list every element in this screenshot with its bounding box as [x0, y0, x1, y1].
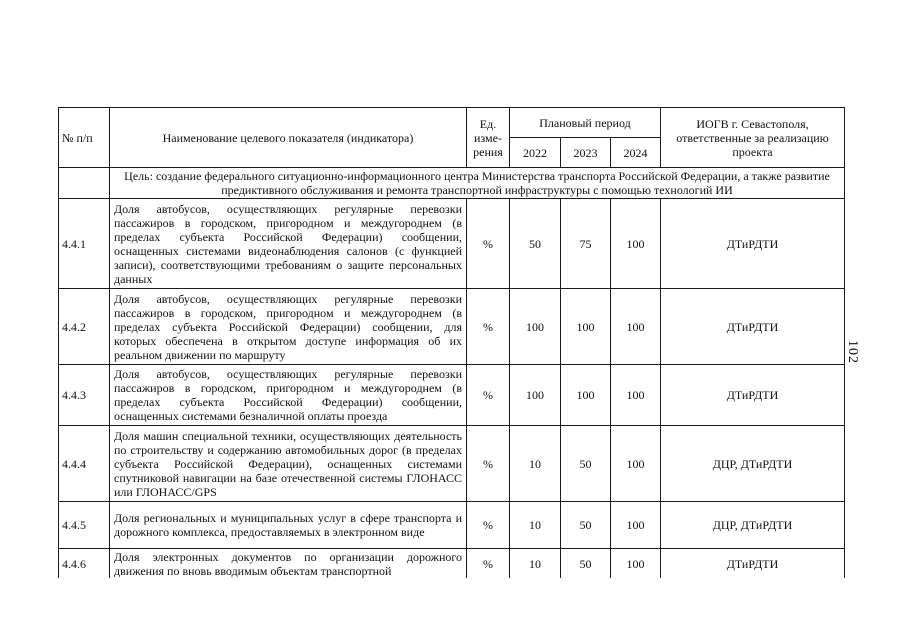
row-value-2023: 75 [561, 199, 611, 289]
row-num: 4.4.3 [59, 365, 110, 426]
row-value-2022: 50 [510, 199, 561, 289]
row-unit: % [467, 549, 510, 579]
table-row [59, 199, 845, 289]
row-unit: % [467, 199, 510, 289]
row-num: 4.4.6 [59, 549, 110, 579]
row-value-2024: 100 [611, 549, 661, 579]
row-unit: % [467, 426, 510, 502]
row-num: 4.4.1 [59, 199, 110, 289]
row-name: Доля автобусов, осуществляющих регулярные перевозки пассажиров в городском, пригородном и междугороднем (в пределах субъекта Российской Федерации) сообщении, для которых обеспечена в открытом доступе информация об их реальном движении по маршруту [110, 289, 467, 365]
table-row [59, 289, 845, 365]
row-iogv: ДЦР, ДТиРДТИ [661, 426, 845, 502]
row-value-2022: 10 [510, 549, 561, 579]
row-value-2023: 50 [561, 549, 611, 579]
row-value-2024: 100 [611, 365, 661, 426]
row-iogv: ДТиРДТИ [661, 365, 845, 426]
row-value-2024: 100 [611, 426, 661, 502]
row-num: 4.4.2 [59, 289, 110, 365]
header-unit: Ед. изме-рения [467, 108, 510, 168]
row-name: Доля электронных документов по организации дорожного движения по вновь вводимым объектам транспортной [110, 549, 467, 579]
row-unit: % [467, 365, 510, 426]
page-number: 102 [845, 340, 860, 364]
row-value-2023: 50 [561, 426, 611, 502]
row-value-2024: 100 [611, 289, 661, 365]
header-year: 2022 [510, 138, 561, 168]
header-iogv: ИОГВ г. Севастополя, ответственные за реализацию проекта [661, 108, 845, 168]
row-value-2022: 100 [510, 289, 561, 365]
row-name: Доля автобусов, осуществляющих регулярные перевозки пассажиров в городском, пригородном и междугороднем (в пределах субъекта Российской Федерации) сообщении, оснащенных системами видеонаблюдения салонов (с функцией записи), соответствующими требованиям о защите персональных данных [110, 199, 467, 289]
goal-empty-cell [59, 168, 110, 199]
row-num: 4.4.4 [59, 426, 110, 502]
header-period: Плановый период [510, 108, 661, 138]
row-name: Доля региональных и муниципальных услуг в сфере транспорта и дорожного комплекса, предоставляемых в электронном виде [110, 502, 467, 549]
header-year: 2024 [611, 138, 661, 168]
row-iogv: ДТиРДТИ [661, 289, 845, 365]
table-row [59, 365, 845, 426]
row-value-2023: 100 [561, 365, 611, 426]
row-name: Доля автобусов, осуществляющих регулярные перевозки пассажиров в городском, пригородном и междугороднем (в пределах субъекта Российской Федерации) сообщении, оснащенных системами безналичной оплаты проезда [110, 365, 467, 426]
goal-row [59, 168, 845, 199]
row-iogv: ДТиРДТИ [661, 199, 845, 289]
row-value-2023: 100 [561, 289, 611, 365]
table-row [59, 549, 845, 579]
row-name: Доля машин специальной техники, осуществляющих деятельность по строительству и содержанию автомобильных дорог (в пределах субъекта Российской Федерации), оснащенных системами спутниковой навигации на базе отечественной системы ГЛОНАСС или ГЛОНАСС/GPS [110, 426, 467, 502]
row-value-2022: 100 [510, 365, 561, 426]
row-num: 4.4.5 [59, 502, 110, 549]
table-row [59, 426, 845, 502]
header-name: Наименование целевого показателя (индикатора) [110, 108, 467, 168]
header-num: № п/п [59, 108, 110, 168]
row-value-2022: 10 [510, 502, 561, 549]
row-iogv: ДТиРДТИ [661, 549, 845, 579]
goal-text: Цель: создание федерального ситуационно-информационного центра Министерства транспорта Российской Федерации, а также развитие предиктивного обслуживания и ремонта транспортной инфраструктуры с помощью технологий ИИ [110, 168, 845, 199]
row-iogv: ДЦР, ДТиРДТИ [661, 502, 845, 549]
table-row [59, 502, 845, 549]
row-value-2024: 100 [611, 199, 661, 289]
row-value-2022: 10 [510, 426, 561, 502]
indicators-table [58, 107, 845, 578]
row-value-2023: 50 [561, 502, 611, 549]
row-value-2024: 100 [611, 502, 661, 549]
row-unit: % [467, 502, 510, 549]
row-unit: % [467, 289, 510, 365]
header-year: 2023 [561, 138, 611, 168]
